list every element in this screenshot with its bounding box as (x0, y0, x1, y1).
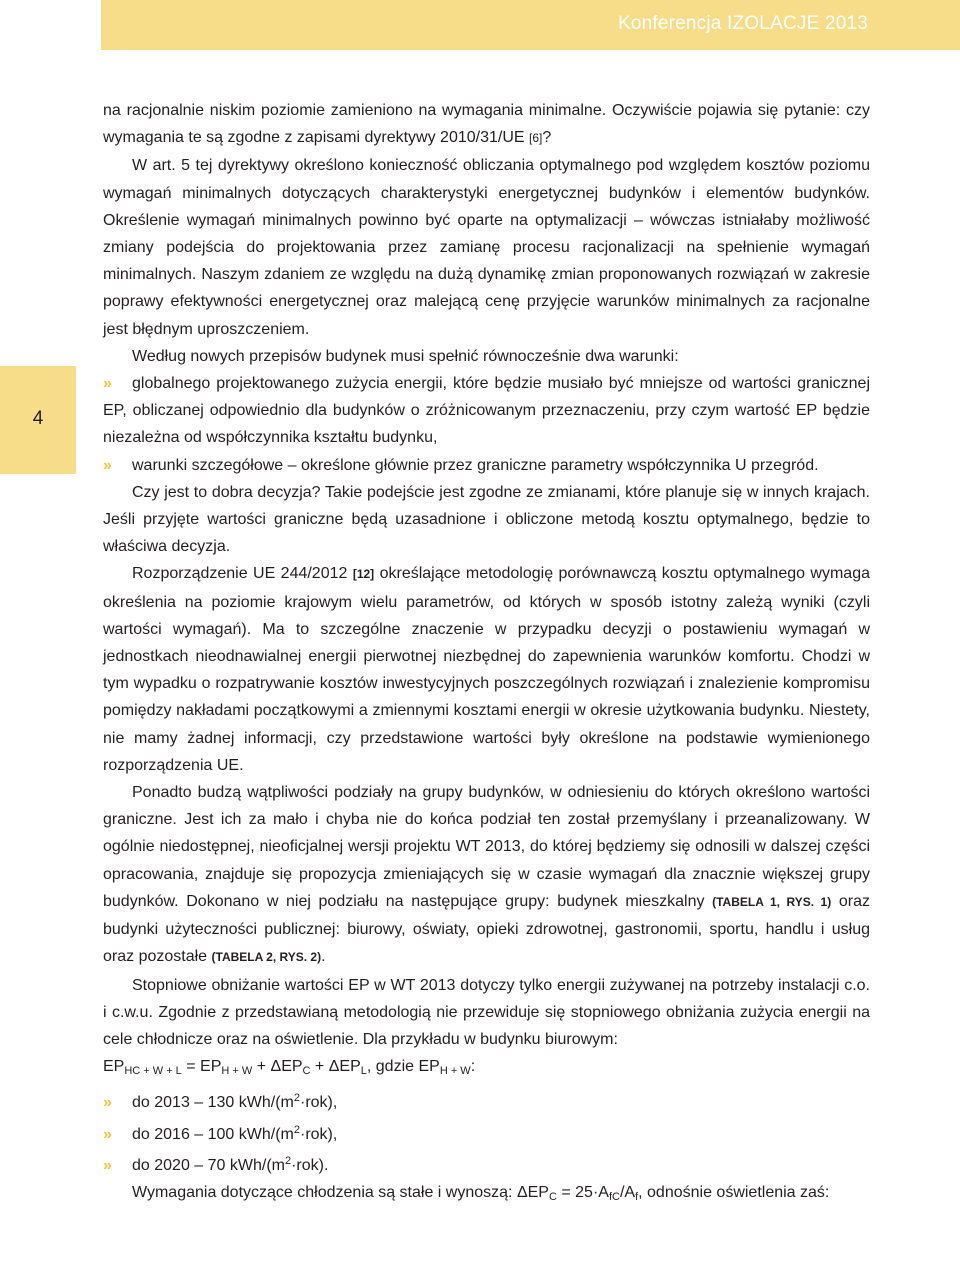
paragraph: Stopniowe obniżanie wartości EP w WT 2013 dotyczy tylko energii zużywanej na potrzeby instalacji c.o. i c.w.u. Zgodnie z przedstawianą metodologią nie przewiduje się stopniowego obniżania zużycia energii na cele chłodnicze oraz na oświetlenie. Dla przykładu w budynku biurowym: (103, 976, 870, 1048)
reference: (TABELA 1, RYS. 1) (712, 894, 832, 909)
paragraph: Rozporządzenie UE 244/2012 [12] określające metodologię porównawczą kosztu optymalnego wymaga określenia na poziomie krajowym wielu parametrów, od których w sposób istotny zależą wyniki (czyli wartości wymagań). Ma to szczególne znaczenie w przypadku decyzji o postawieniu wymagań w jednostkach nieodnawialnej energii pierwotnej niezbędnej do zapewnienia warunków komfortu. Chodzi w tym wypadku o rozpatrywanie kosztów inwestycyjnych poszczególnych rozwiązań i znalezienie kompromisu pomiędzy nakładami początkowymi a zmiennymi kosztami energii w okresie użytkowania budynku. Niestety, nie mamy żadnej informacji, czy przedstawione wartości były określone na podstawie wymienionego rozporządzenia UE. (103, 565, 871, 774)
bullet-icon: » (103, 456, 112, 474)
reference: [12] (352, 567, 375, 582)
bullet-icon: » (103, 1125, 112, 1143)
reference: [6] (529, 131, 543, 146)
paragraph: Wymagania dotyczące chłodzenia są stałe i wynoszą: $\Delta EP_C = 25\cdot A_{fC}/A_f$, odnośnie oświetlenia zaś: (132, 1183, 830, 1203)
list-item: » globalnego projektowanego zużycia energii, które będzie musiało być mniejsze od wartości granicznej EP, obliczanej odpowiednio dla budynków o zróżnicowanym przeznaczeniu, przy czym wartość EP będzie niezależna od współczynnika kształtu budynku, (103, 370, 870, 452)
page-number: 4 (32, 408, 44, 429)
reference: (TABELA 2, RYS. 2) (211, 950, 322, 965)
paragraph: Ponadto budzą wątpliwości podziały na grupy budynków, w odniesieniu do których określono wartości graniczne. Jest ich za mało i chyba nie do końca podział ten został przemyślany i przeanalizowany. W ogólnie niedostępnej, nieoficjalnej wersji projektu WT 2013, do której będziemy się odnosili w dalszej części opracowania, znajduje się propozycja zmieniających się w czasie wymagań dla znacznie większej grupy budynków. Dokonano w niej podziału na następujące grupy: budynek mieszkalny (TABELA 1, RYS. 1) oraz budynki użyteczności publicznej: biurowy, oświaty, opieki zdrowotnej, gastronomii, sportu, handlu i usług oraz pozostałe (TABELA 2, RYS. 2). (103, 784, 870, 966)
header-title: Konferencja IZOLACJE 2013 (617, 13, 868, 34)
bullet-icon: » (103, 375, 112, 393)
list-item: » do 2016 – 100 kWh/$(m^2\cdot rok)$, (103, 1117, 870, 1148)
bullet-icon: » (103, 1094, 112, 1112)
body-text (103, 97, 870, 1211)
paragraph: na racjonalnie niskim poziomie zamieniono na wymagania minimalne. Oczywiście pojawia się pytanie: czy wymagania te są zgodne z zapisami dyrektywy 2010/31/UE [6]? (103, 102, 870, 147)
paragraph: Czy jest to dobra decyzja? Takie podejście jest zgodne ze zmianami, które planuje się w innych krajach. Jeśli przyjęte wartości graniczne będą uzasadnione i obliczone metodą kosztu optymalnego, będzie to właściwa decyzja. (103, 483, 870, 556)
list-item: » do 2013 – 130 kWh/$(m^2\cdot rok)$, (103, 1085, 870, 1116)
bullet-icon: » (103, 1156, 112, 1174)
formula: $EP_{HC + W + L} = EP_{H + W} + \Delta EP_C + \Delta EP_L$, gdzie $EP_{H + W}$: (103, 1058, 476, 1078)
paragraph: W art. 5 tej dyrektywy określono konieczność obliczania optymalnego pod względem kosztów poziomu wymagań minimalnych dotyczących charakterystyki energetycznej budynków i elementów budynków. Określenie wymagań minimalnych powinno być oparte na optymalizacji – wówczas istniałaby możliwość zmiany podejścia do projektowania przez zamianę procesu racjonalizacji na spełnienie wymagań minimalnych. Naszym zdaniem ze względu na dużą dynamikę zmian proponowanych rozwiązań w zakresie poprawy efektywności energetycznej oraz malejącą cenę przyjęcie warunków minimalnych za racjonalne jest błędnym uproszczeniem. (103, 157, 870, 338)
list-item: » warunki szczegółowe – określone głównie przez graniczne parametry współczynnika U przegród. (103, 452, 870, 479)
paragraph: Według nowych przepisów budynek musi spełnić równocześnie dwa warunki: (132, 347, 679, 365)
list-item: » do 2020 – 70 kWh/$(m^2\cdot rok)$. (103, 1148, 870, 1179)
